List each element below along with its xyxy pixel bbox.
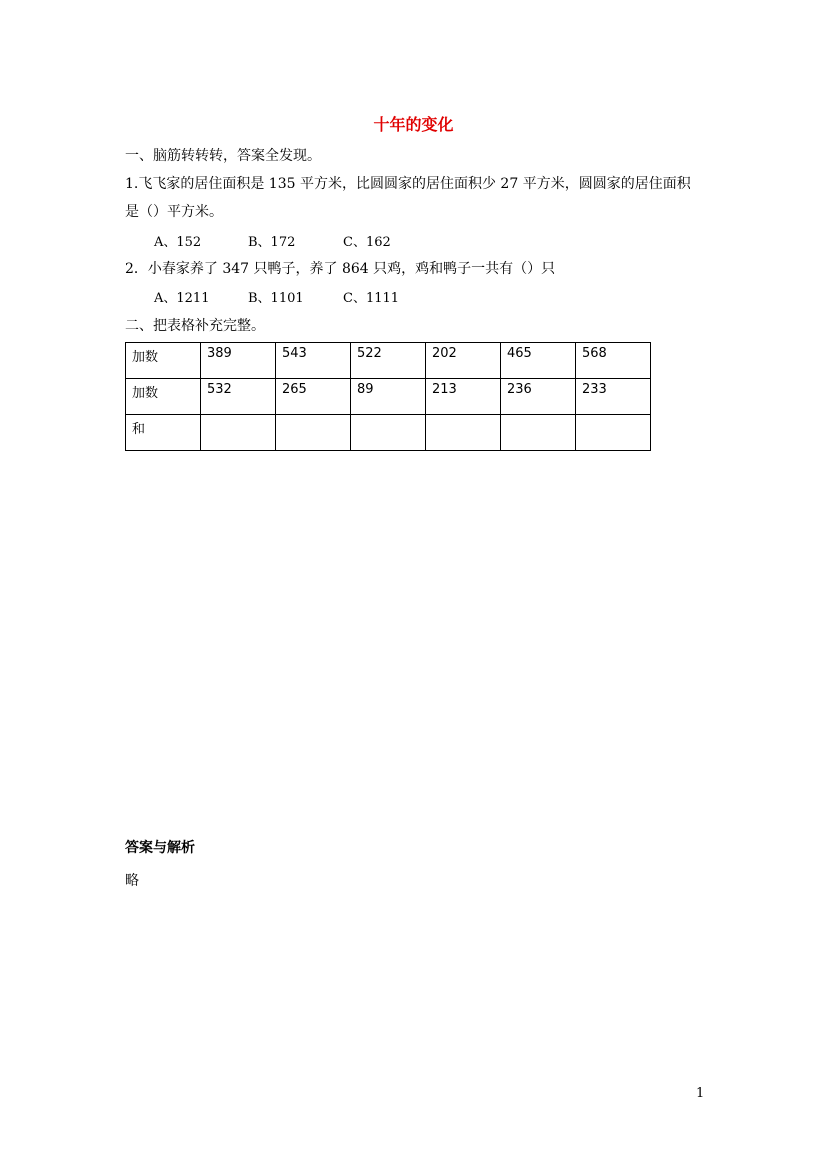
table-cell: 265	[276, 379, 351, 415]
table-cell: 389	[201, 343, 276, 379]
row-label: 加数	[126, 379, 201, 415]
table-cell-blank	[576, 415, 651, 451]
table-cell: 568	[576, 343, 651, 379]
q1-options	[154, 231, 391, 250]
q2-option-b: B、1101	[248, 291, 304, 306]
answer-heading: 答案与解析	[125, 840, 195, 856]
q1-line2: 是（）平方米。	[125, 204, 223, 220]
table-cell: 532	[201, 379, 276, 415]
q1-option-c: C、162	[343, 235, 391, 250]
addition-table	[125, 342, 651, 451]
row-label: 和	[126, 415, 201, 451]
table-cell-blank	[501, 415, 576, 451]
section2-heading: 二、把表格补充完整。	[125, 318, 265, 334]
q2-option-c: C、1111	[343, 291, 400, 306]
q1-option-a: A、152	[154, 235, 202, 250]
row-label: 加数	[126, 343, 201, 379]
table-cell: 236	[501, 379, 576, 415]
section1-heading: 一、脑筋转转转，答案全发现。	[125, 148, 321, 164]
table-cell: 233	[576, 379, 651, 415]
table-cell-blank	[201, 415, 276, 451]
table-cell-blank	[351, 415, 426, 451]
document-title: 十年的变化	[373, 115, 454, 134]
table-cell-blank	[276, 415, 351, 451]
table-row	[126, 343, 651, 379]
table-cell: 89	[351, 379, 426, 415]
table-cell: 543	[276, 343, 351, 379]
q1-line1: 1.飞飞家的居住面积是 135 平方米，比圆圆家的居住面积少 27 平方米，圆圆家的居住面积	[125, 176, 691, 192]
table-row	[126, 415, 651, 451]
table-cell-blank	[426, 415, 501, 451]
q2-text: 2．小春家养了 347 只鸭子，养了 864 只鸡，鸡和鸭子一共有（）只	[125, 261, 556, 277]
q2-options	[154, 287, 399, 306]
table-cell: 202	[426, 343, 501, 379]
q2-option-a: A、1211	[154, 291, 210, 306]
q1-option-b: B、172	[248, 235, 296, 250]
page-number: 1	[696, 1086, 705, 1101]
table-cell: 522	[351, 343, 426, 379]
answer-text: 略	[125, 873, 139, 889]
table-cell: 465	[501, 343, 576, 379]
table-cell: 213	[426, 379, 501, 415]
table-row	[126, 379, 651, 415]
